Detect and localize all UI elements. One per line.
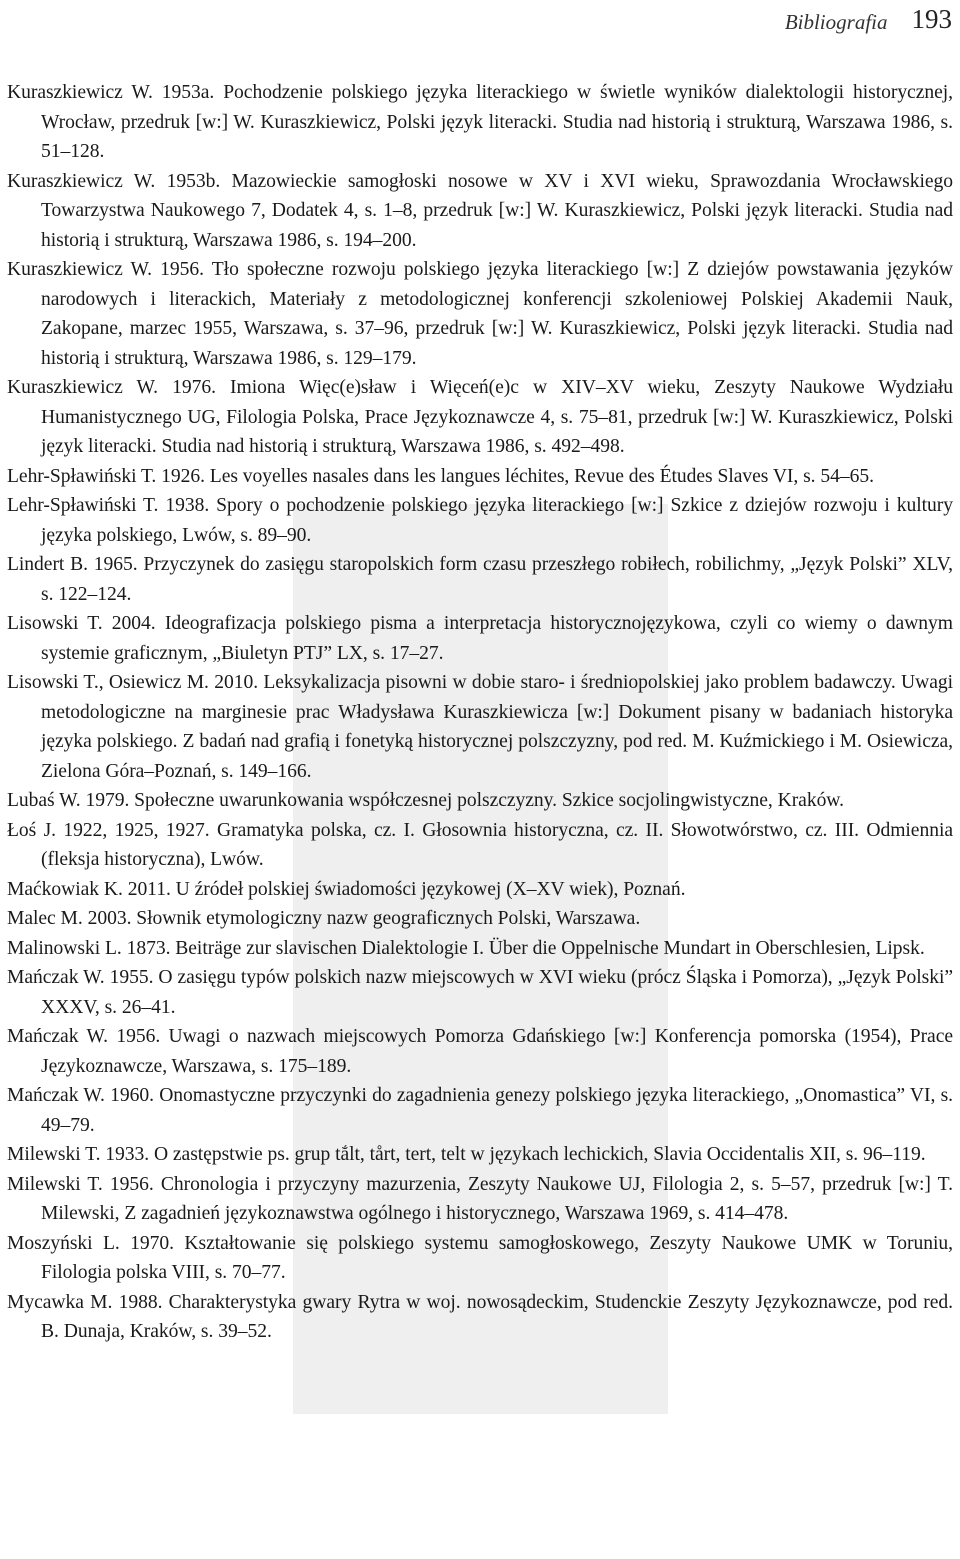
bibliography-list — [7, 78, 953, 1347]
bibliography-entry: Malec M. 2003. Słownik etymologiczny nazw geograficznych Polski, Warszawa. — [7, 908, 641, 929]
bibliography-entry: Lehr-Spławiński T. 1926. Les voyelles nasales dans les langues léchites, Revue des Études Slaves VI, s. 54–65. — [7, 465, 874, 487]
bibliography-entry: Kuraszkiewicz W. 1953b. Mazowieckie samogłoski nosowe w XV i XVI wieku, Sprawozdania Wrocławskiego Towarzystwa Naukowego 7, Dodatek 4, s. 1–8, przedruk [w:] W. Kuraszkiewicz, Polski język literacki. Studia nad historią i strukturą, Warszawa 1986, s. 194–200. — [7, 170, 953, 251]
running-title: Bibliografia — [784, 10, 888, 34]
bibliography-entry: Mańczak W. 1956. Uwagi o nazwach miejscowych Pomorza Gdańskiego [w:] Konferencja pomorska (1954), Prace Językoznawcze, Warszawa, s. 175–189. — [7, 1026, 953, 1077]
bibliography-entry: Kuraszkiewicz W. 1976. Imiona Więc(e)sław i Więceń(e)c w XIV–XV wieku, Zeszyty Naukowe Wydziału Humanistycznego UG, Filologia Polska, Prace Językoznawcze 4, s. 75–81, przedruk [w:] W. Kuraszkiewicz, Polski język literacki. Studia nad historią i strukturą, Warszawa 1986, s. 492–498. — [7, 377, 953, 457]
page-header — [785, 0, 952, 34]
bibliography-entry: Lindert B. 1965. Przyczynek do zasięgu staropolskich form czasu przeszłego robiłech, robilichmy, „Język Polski” XLV, s. 122–124. — [7, 554, 953, 605]
bibliography-entry: Malinowski L. 1873. Beiträge zur slavischen Dialektologie I. Über die Oppelnische Mundart in Oberschlesien, Lipsk. — [7, 937, 925, 959]
bibliography-entry: Milewski T. 1956. Chronologia i przyczyny mazurzenia, Zeszyty Naukowe UJ, Filologia 2, s. 5–57, przedruk [w:] T. Milewski, Z zagadnień językoznawstwa ogólnego i historycznego, Warszawa 1969, s. 414–478. — [7, 1173, 953, 1224]
bibliography-entry: Moszyński L. 1970. Kształtowanie się polskiego systemu samogłoskowego, Zeszyty Naukowe UMK w Toruniu, Filologia polska VIII, s. 70–77. — [7, 1232, 953, 1283]
bibliography-entry: Kuraszkiewicz W. 1956. Tło społeczne rozwoju polskiego języka literackiego [w:] Z dziejów powstawania języków narodowych i literackich, Materiały z metodologicznej konferencji szkoleniowej Polskiej Akademii Nauk, Zakopane, marzec 1955, Warszawa, s. 37–96, przedruk [w:] W. Kuraszkiewicz, Polski język literacki. Studia nad historią i strukturą, Warszawa 1986, s. 129–179. — [7, 259, 953, 369]
bibliography-entry: Mańczak W. 1960. Onomastyczne przyczynki do zagadnienia genezy polskiego języka literackiego, „Onomastica” VI, s. 49–79. — [7, 1085, 953, 1136]
bibliography-entry: Mycawka M. 1988. Charakterystyka gwary Rytra w woj. nowosądeckim, Studenckie Zeszyty Językoznawcze, pod red. B. Dunaja, Kraków, s. 39–52. — [7, 1291, 953, 1342]
bibliography-entry: Łoś J. 1922, 1925, 1927. Gramatyka polska, cz. I. Głosownia historyczna, cz. II. Słowotwórstwo, cz. III. Odmiennia (fleksja historyczna), Lwów. — [7, 819, 953, 870]
bibliography-entry: Lisowski T. 2004. Ideografizacja polskiego pisma a interpretacja historycznojęzykowa, czyli co wiemy o dawnym systemie graficznym, „Biuletyn PTJ” LX, s. 17–27. — [7, 613, 953, 664]
bibliography-entry: Maćkowiak K. 2011. U źródeł polskiej świadomości językowej (X–XV wiek), Poznań. — [7, 878, 686, 900]
bibliography-entry: Milewski T. 1933. O zastępstwie ps. grup tắlt, tårt, tert, telt w językach lechickich, Slavia Occidentalis XII, s. 96–119. — [7, 1144, 926, 1165]
bibliography-entry: Lehr-Spławiński T. 1938. Spory o pochodzenie polskiego języka literackiego [w:] Szkice z dziejów rozwoju i kultury języka polskiego, Lwów, s. 89–90. — [7, 495, 953, 546]
page-number: 193 — [911, 4, 952, 34]
bibliography-entry: Kuraszkiewicz W. 1953a. Pochodzenie polskiego języka literackiego w świetle wyników dialektologii historycznej, Wrocław, przedruk [w:] W. Kuraszkiewicz, Polski język literacki. Studia nad historią i strukturą, Warszawa 1986, s. 51–128. — [7, 82, 953, 162]
bibliography-entry: Mańczak W. 1955. O zasięgu typów polskich nazw miejscowych w XVI wieku (prócz Śląska i Pomorza), „Język Polski” XXXV, s. 26–41. — [7, 967, 953, 1018]
bibliography-entry: Lubaś W. 1979. Społeczne uwarunkowania współczesnej polszczyzny. Szkice socjolingwistyczne, Kraków. — [7, 790, 844, 811]
bibliography-entry: Lisowski T., Osiewicz M. 2010. Leksykalizacja pisowni w dobie staro- i średniopolskiej jako problem badawczy. Uwagi metodologiczne na marginesie prac Władysława Kuraszkiewicza [w:] Dokument pisany w badaniach historyka języka polskiego. Z badań nad grafią i fonetyką historycznej polszczyzny, pod red. M. Kuźmickiego i M. Osiewicza, Zielona Góra–Poznań, s. 149–166. — [7, 672, 953, 782]
